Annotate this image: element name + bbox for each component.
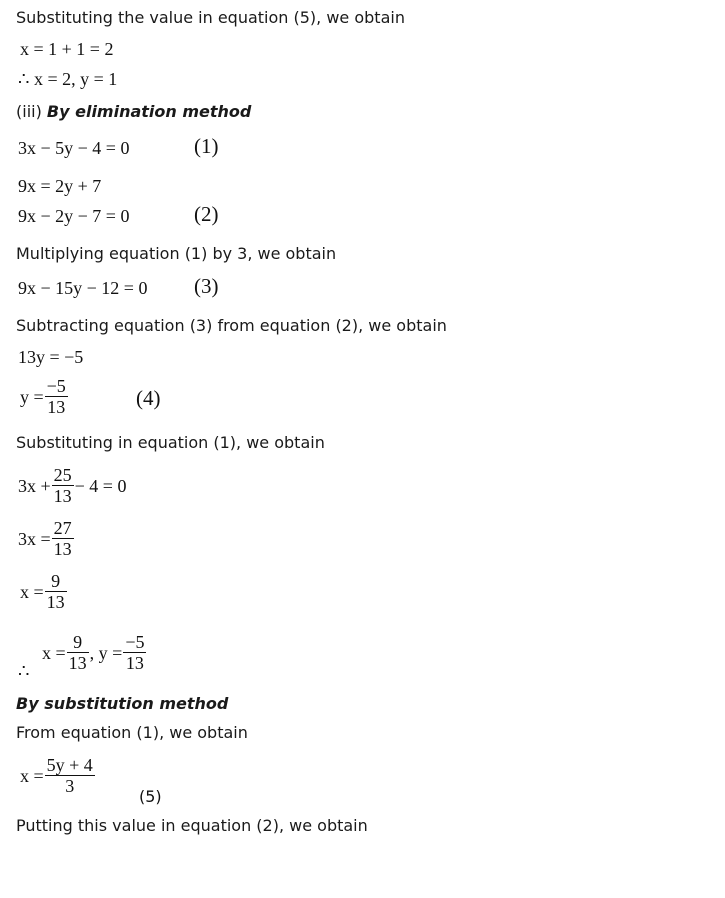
equation-mid: , y =: [89, 642, 123, 663]
equation-y-lhs: y =: [20, 386, 44, 407]
equation-9x-15y: 9x − 15y − 12 = 0: [18, 278, 148, 298]
fraction-numerator: −5: [46, 376, 66, 396]
fraction-9-13: [45, 571, 67, 612]
equation-x-substitution: [20, 755, 96, 796]
fraction-denominator: 13: [46, 592, 65, 612]
fraction-numerator: −5: [125, 632, 145, 652]
fraction-denominator: 13: [53, 539, 72, 559]
fraction-y: [45, 376, 68, 417]
fraction-x-value: [67, 632, 89, 673]
equation-solution-1: ∴ x = 2, y = 1: [18, 69, 118, 89]
equation-final-solution: [42, 632, 147, 673]
equation-lhs: 3x =: [18, 528, 51, 549]
equation-tag-2: (2): [194, 202, 219, 226]
text-line-multiplying: Multiplying equation (1) by 3, we obtain: [16, 244, 337, 263]
heading-substitution-bold: By substitution method: [16, 694, 229, 713]
equation-y-fraction: [20, 376, 69, 417]
fraction-numerator: 25: [53, 465, 72, 485]
fraction-numerator: 9: [67, 632, 89, 653]
equation-9x-2y: 9x − 2y − 7 = 0: [18, 206, 130, 226]
fraction-numerator: 9: [45, 571, 67, 592]
fraction-y-value: [123, 632, 146, 673]
fraction-numerator: 27: [53, 518, 72, 538]
equation-tag-4: (4): [136, 386, 161, 410]
equation-3x-plus-fraction: [18, 465, 126, 506]
equation-x-equals-fraction: [20, 571, 68, 612]
fraction-denominator: 13: [68, 653, 87, 673]
equation-x-equals-2: x = 1 + 1 = 2: [20, 39, 114, 59]
text-line-subtracting: Subtracting equation (3) from equation (2), we obtain: [16, 316, 447, 335]
equation-lhs: x =: [42, 642, 66, 663]
text-line-substituting-value: Substituting the value in equation (5), we obtain: [16, 8, 405, 27]
equation-lhs: x =: [20, 765, 44, 786]
text-line-from-equation-1: From equation (1), we obtain: [16, 723, 248, 742]
heading-prefix: (iii): [16, 102, 47, 121]
equation-9x-equals: 9x = 2y + 7: [18, 176, 102, 196]
fraction-5y-plus-4-over-3: [45, 755, 95, 796]
equation-lhs: 3x +: [18, 475, 51, 496]
heading-elimination-method: [16, 102, 251, 122]
equation-lhs: x =: [20, 581, 44, 602]
equation-tag-1: (1): [194, 134, 219, 158]
fraction-denominator: 13: [53, 486, 72, 506]
fraction-denominator: 13: [125, 653, 144, 673]
equation-tag-3: (3): [194, 274, 219, 298]
therefore-symbol: ∴: [18, 661, 30, 681]
equation-rhs: − 4 = 0: [74, 475, 127, 496]
text-line-putting-value: Putting this value in equation (2), we obtain: [16, 816, 368, 835]
equation-13y: 13y = −5: [18, 347, 84, 367]
equation-3x-equals-fraction: [18, 518, 75, 559]
fraction-denominator: 13: [47, 397, 66, 417]
equation-tag-5: (5): [139, 787, 162, 806]
fraction-numerator: 5y + 4: [46, 755, 93, 775]
heading-substitution-method: [16, 694, 228, 714]
text-line-substituting-in-1: Substituting in equation (1), we obtain: [16, 433, 325, 452]
fraction-25-13: [52, 465, 74, 506]
fraction-denominator: 3: [65, 776, 75, 796]
heading-elimination-bold: By elimination method: [46, 102, 252, 121]
fraction-27-13: [52, 518, 74, 559]
equation-3x-5y: 3x − 5y − 4 = 0: [18, 138, 130, 158]
